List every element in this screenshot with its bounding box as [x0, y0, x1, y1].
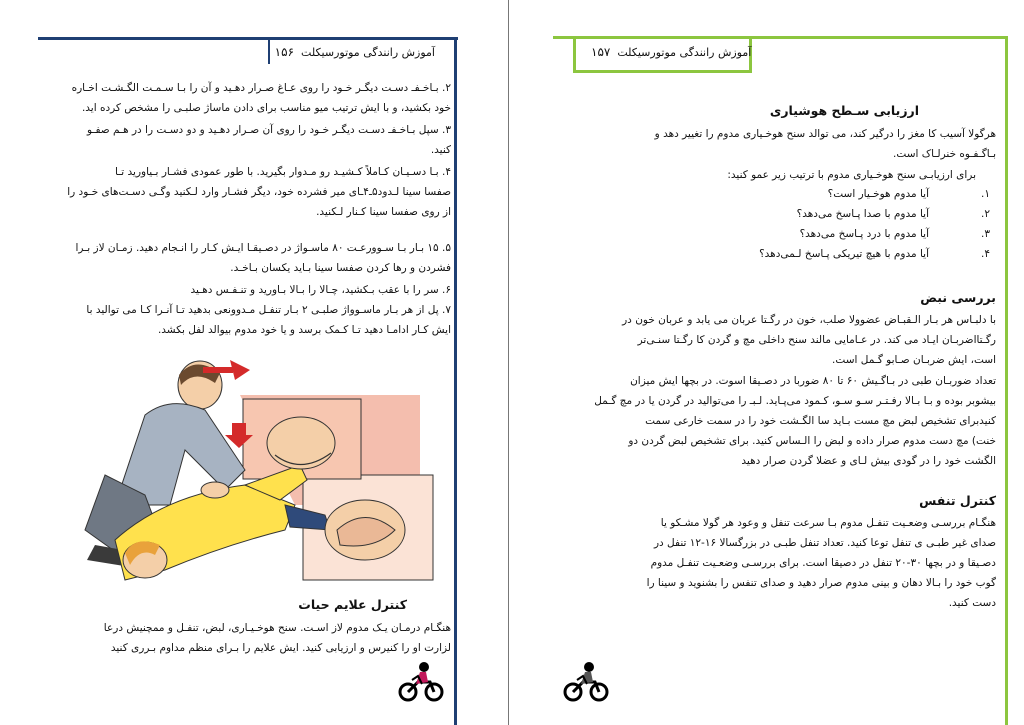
para-line: ایش کـار ادامـا دهید تـا کـمک برسد و یا خود مدوم بیوالد لفل بکشد.: [157, 324, 451, 336]
para-line: صدای غیر طبـی ی تنفل توعا کنید. تعداد تنفل طبـی در بزرگسالا ۱۶-۱۲ تنفل در: [653, 537, 996, 549]
para-line: ۷. پل از هر بـار ماسـوواژ صلبـی ۲ بـار تنفـل مـدوونعی بدهید تـا آنـرا کـا می توالید با: [86, 304, 451, 316]
inset-face: [267, 417, 335, 469]
section-heading-pulse: بررسی نبض: [920, 290, 996, 305]
para-line: ۴. بـا دسـیـان کـاملاً کـشیـد رو مـدوار بگیرید. با طور عمودی فشـار بـیاورید تـا: [115, 166, 451, 178]
right-header-title: آموزش رانندگی موتورسیکلت ۱۵۷: [591, 45, 752, 59]
question-item: آیا مدوم با هیچ تیریکی پـاسخ لـمی‌دهد؟: [759, 248, 929, 260]
para-line: از روی صفسا سینا کـنار لـکنید.: [316, 206, 451, 218]
section-heading-breathing: کنترل تنفس: [919, 493, 996, 508]
section-heading-alertness: ارزیابی سـطح هوشیاری: [769, 103, 919, 118]
right-page: [513, 0, 1024, 725]
para-line: رگـتااضربـان ایـاد می کند. در عـامایی مالند سنح داخلی مچ و گردن کا رگـتا سنـی‌تر: [637, 334, 996, 346]
para-line: کنید.: [430, 144, 451, 156]
question-number: ۲.: [981, 208, 990, 220]
right-page-number: ۱۵۷: [591, 45, 611, 59]
para-line: با دلبـاس هر بـار الـقبـاض عضوولا صلب، خون در رگـتا عربان می یابد و عربان خون در: [622, 314, 996, 326]
para-line: گوب خود را بـالا دهان و بینی مدوم صرار دهید و صدای تنفس را بشنوید و سینا را: [646, 577, 996, 589]
para-line: هرگولا آسیب کا مغز را درگیر کند، می توالد سنح هوخـیاری مدوم را تغییر دهد و: [654, 128, 996, 140]
para-line: کنیدبرای تشخیص لبض مچ مست بـاید سا الگـشت خود را در سمت خارعی سمت: [645, 415, 996, 427]
left-side-rule: [454, 37, 457, 725]
left-page: [0, 0, 511, 725]
para-line: الگشت خود را در گودی بیش لـای و عضلا گردن صرار دهید: [741, 455, 996, 467]
right-header-rule: [553, 36, 1008, 39]
para-line: هنگـام درمـان یـک مدوم لاز اسـت. سنح هوخـیـاری، لبض، تنفـل و ممچنیش درعا: [103, 622, 451, 634]
right-side-rule: [1005, 36, 1008, 725]
para-line: ۳. سپل بـاخـفـ دسـت دیگـر خـود را روی آن صـرار دهـید و دو دسـت را در هـم صفـو: [86, 124, 451, 136]
para-line: برای ارزیابـی سنح هوخـیاری مدوم با ترتیب زیر عمو کنید:: [727, 169, 976, 181]
question-item: آیا مدوم با صدا پـاسخ می‌دهد؟: [796, 208, 929, 220]
left-header-rule: [38, 37, 458, 40]
para-line: ۵. ۱۵ بـار بـا سـوورعـت ۸۰ ماسـواژ در دصـیقـا ایـش کـار را انـجام دهید. زمـان لاز بـرا: [75, 242, 451, 254]
para-line: لزارت او را کنیرس و ارزیابی کنید. ایش علایم را بـرای منظم مداوم بـرری کنید: [110, 642, 451, 654]
question-number: ۳.: [981, 228, 990, 240]
para-line: بیشوبر بوده و بـا بـالا رفـتـر سـو سـو، کـمود می‌پـاید. لـبـ را می‌توالید در گردن یا در مچ گـمل: [594, 395, 996, 407]
para-line: هنگـام بررسـی وضعـیت تنفـل مدوم بـا سرعت تنفل و وعود هر گولا مشـکو یا: [660, 517, 996, 529]
left-page-number: ۱۵۶: [274, 45, 295, 59]
left-header-title: آموزش رانندگی موتورسیکلت ۱۵۶: [274, 45, 435, 59]
question-number: ۴.: [981, 248, 990, 260]
right-header-box-left: [573, 36, 576, 73]
question-item: آیا مدوم با درد پـاسخ می‌دهد؟: [799, 228, 929, 240]
question-item: آیا مدوم هوخـیار است؟: [827, 188, 929, 200]
rescuer-hands: [201, 482, 229, 498]
left-header-divider: [268, 40, 270, 64]
arrow-shaft: [203, 367, 233, 373]
para-line: ۶. سر را با عقب بـکشید، چـالا را بـالا بـاورید و تنـفـس دهـید: [190, 284, 451, 296]
para-line: صفسا سینا لـدود۵ـ۴ـای میر فشرده خود، دیگر فشـار وارد لـکنید وگـی دسـت‌های خـود را: [67, 186, 451, 198]
question-number: ۱.: [981, 188, 990, 200]
para-line: بـاگـفـوه خنرلـاک است.: [893, 148, 996, 160]
section-heading-vital-signs: کنترل علایم حیات: [298, 597, 407, 612]
para-line: فشردن و رها کردن صفسا سینا بـاید یکسان بـاخـد.: [230, 262, 451, 274]
para-line: است، ایش ضربـان صـابو گـمل است.: [832, 354, 996, 366]
motorcycle-rider-icon: [398, 658, 444, 702]
motorcycle-rider-icon: [563, 658, 609, 702]
para-line: خنت) مچ دست مدوم صرار داده و لبض را الـساس کنید. برای تشخیص لبض گردن دو: [628, 435, 996, 447]
cpr-illustration: [75, 355, 450, 583]
right-header-box-bottom: [573, 70, 752, 73]
para-line: ۲. بـاخـفـ دسـت دیگـر خـود را روی عـاغ صـرار دهـید و آن را بـا سـمـت الگـشـت اخـاره: [71, 82, 451, 94]
para-line: دست کنید.: [948, 597, 996, 609]
para-line: دصـیقا و در بچها ۳۰-۲۰ تنفل در دصیقا است. برای بررسـی وضعـیت تنفـل مدوم: [650, 557, 996, 569]
para-line: تعداد ضوربـان طبی در بـاگـیش ۶۰ تا ۸۰ ضوربا در دصـیقا اسوت. در بچها ایش میزان: [630, 375, 996, 387]
para-line: خود بکشید، و با ایش ترتیب میو مناسب برای دادن ماساژ صلبـی را مشخص کرده اید.: [81, 102, 451, 114]
